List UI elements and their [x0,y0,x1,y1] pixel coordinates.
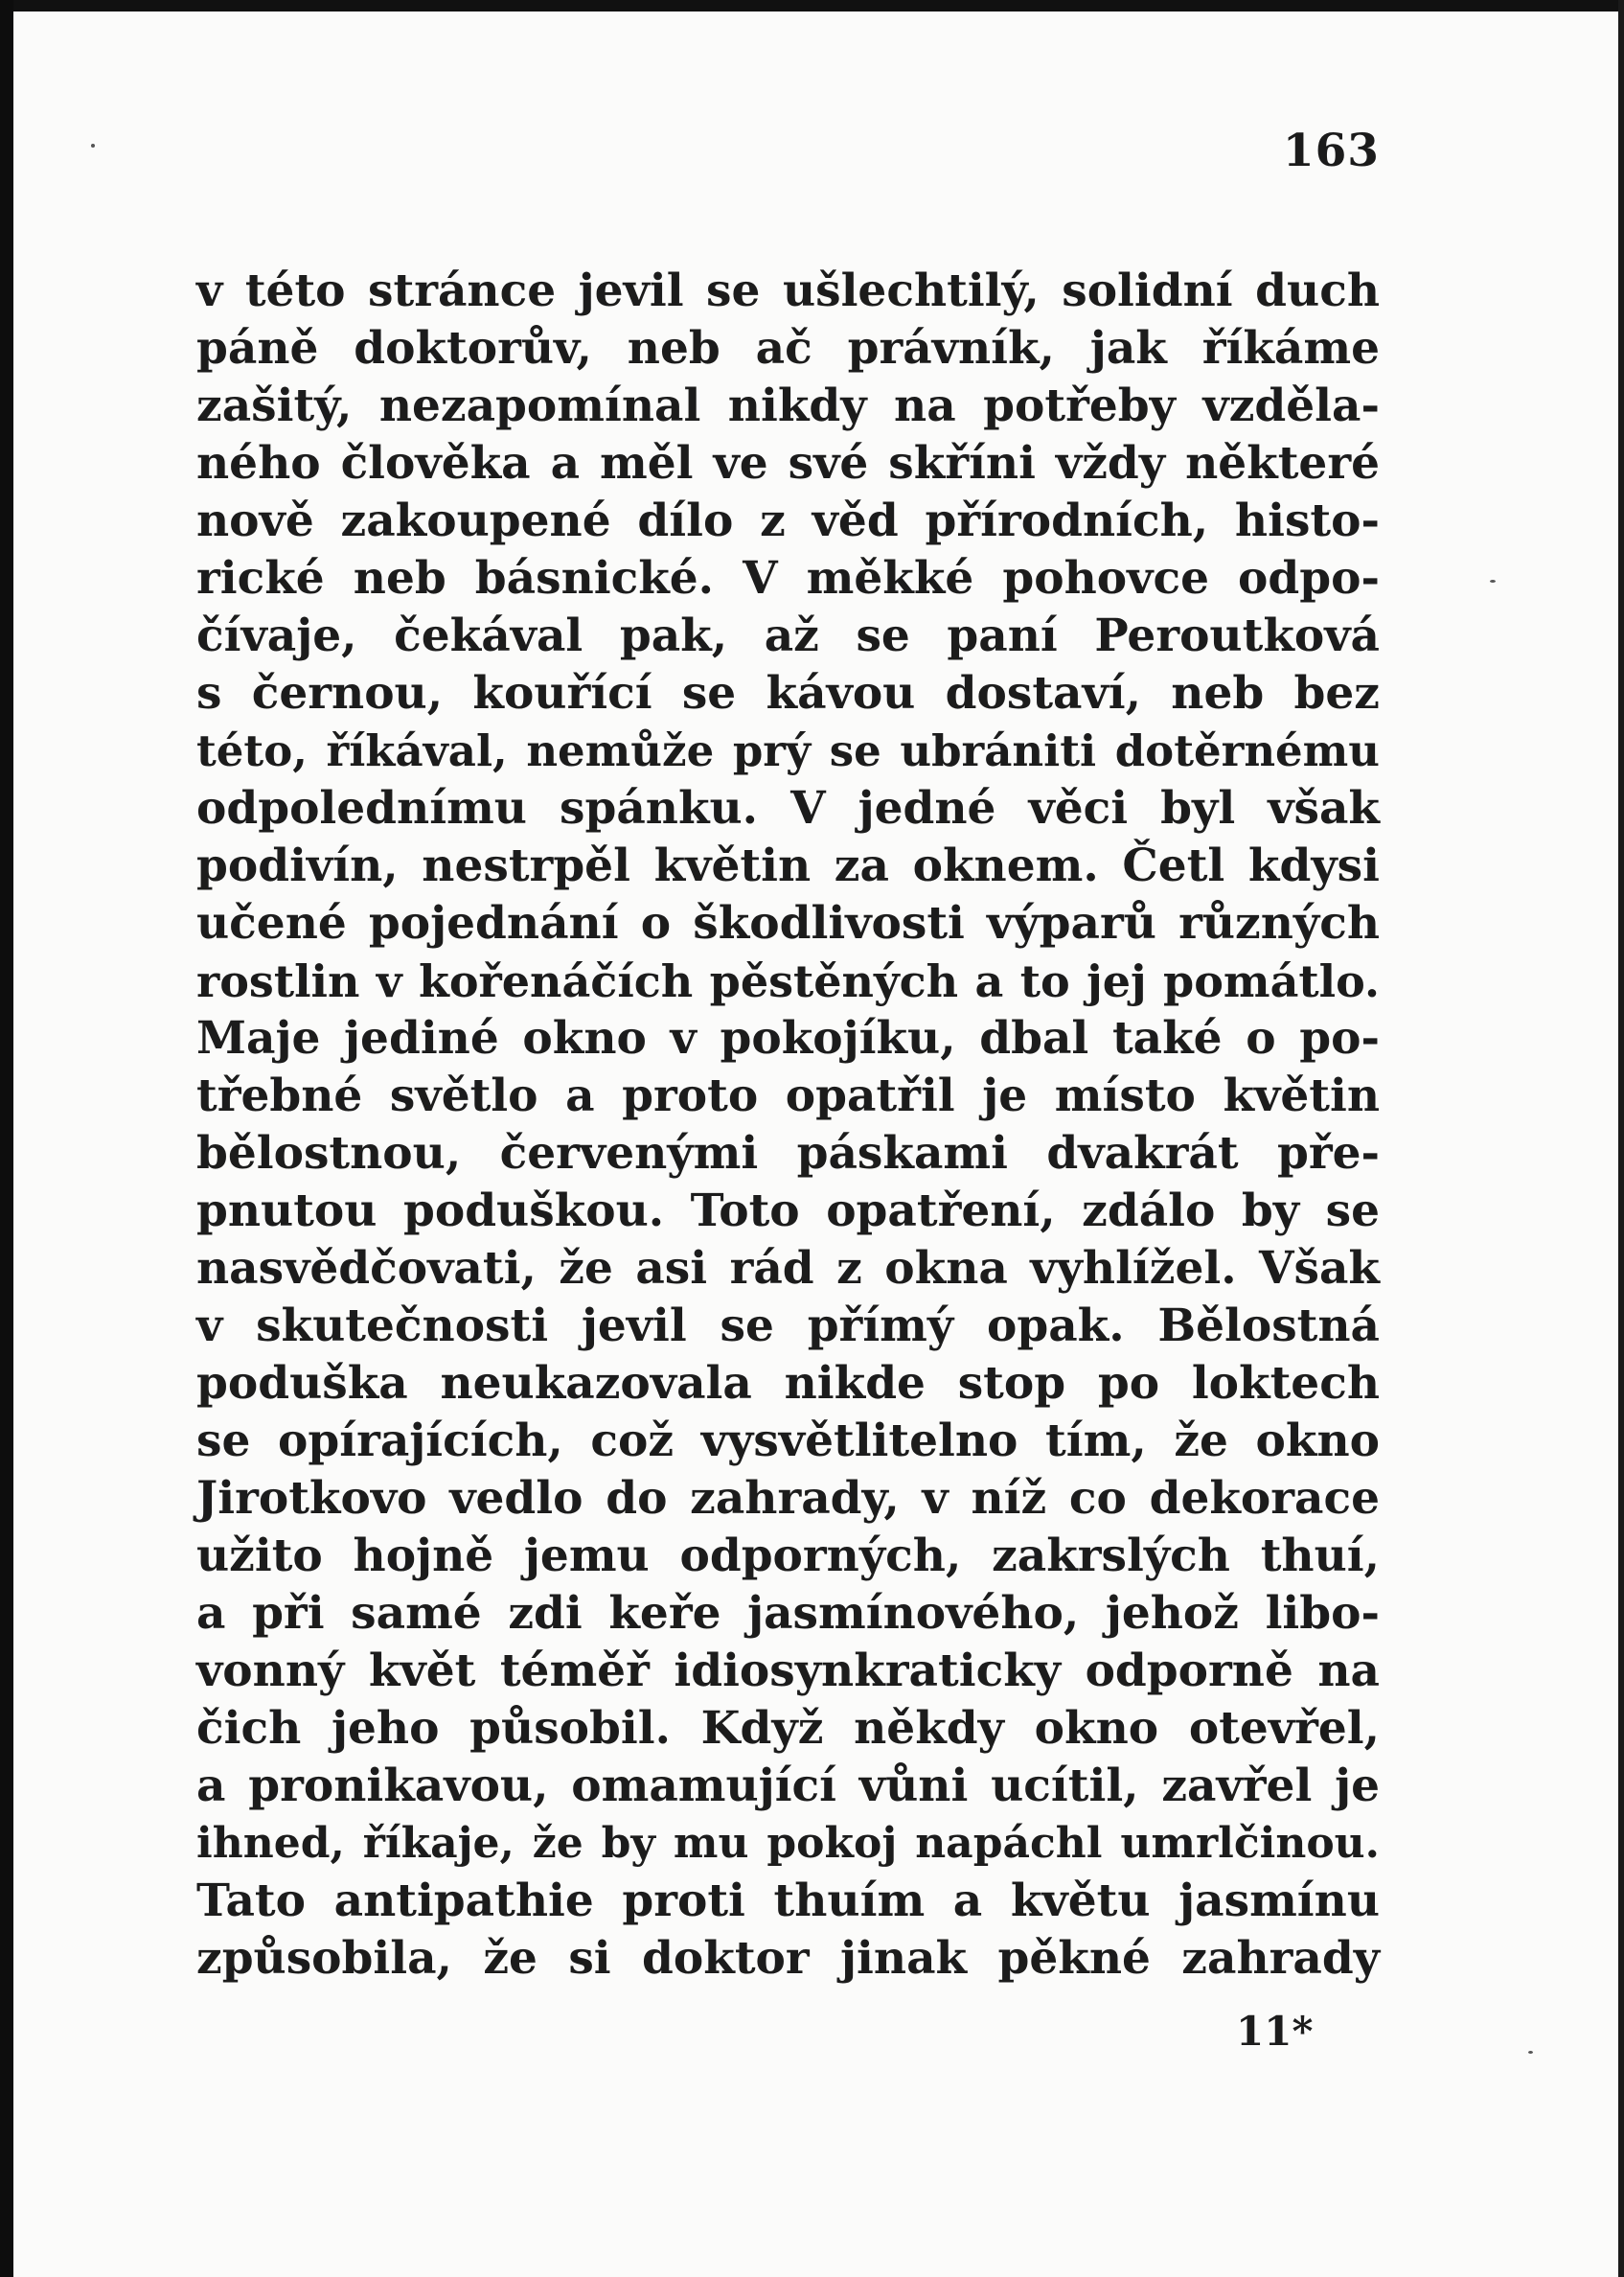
text-line: vonný květ téměř idiosynkraticky odporně na [196,1644,1380,1697]
signature-mark: 11* [1236,2008,1314,2055]
text-line: čívaje, čekával pak, až se paní Peroutková [196,610,1380,662]
text-line: pnutou poduškou. Toto opatření, zdálo by se [196,1184,1380,1237]
text-line: třebné světlo a proto opatřil je místo květin [196,1070,1380,1122]
text-line: Maje jediné okno v pokojíku, dbal také o po- [196,1012,1380,1065]
scan-speck [91,144,95,148]
text-line: této, říkával, nemůže prý se ubrániti dotěrnému [196,725,1380,776]
text-line: s černou, kouřící se kávou dostaví, neb bez [196,667,1380,720]
text-line: užito hojně jemu odporných, zakrslých thuí, [196,1530,1380,1582]
scan-border-right [1618,0,1624,2277]
text-line: Tato antipathie proti thuím a květu jasmínu [196,1874,1380,1927]
text-line: odpolednímu spánku. V jedné věci byl však [196,782,1380,835]
text-line: ného člověka a měl ve své skříni vždy některé [196,437,1380,490]
text-line: čich jeho působil. Když někdy okno otevřel, [196,1702,1380,1755]
text-line: se opírajících, což vysvětlitelno tím, že okno [196,1414,1380,1467]
text-line: rostlin v kořenáčích pěstěných a to jej pomátlo. [196,955,1380,1007]
scan-speck [1528,2051,1533,2054]
text-line: způsobila, že si doktor jinak pěkné zahrady [196,1932,1380,1985]
text-line: Jirotkovo vedlo do zahrady, v níž co dekorace [196,1472,1380,1525]
text-line: nově zakoupené dílo z věd přírodních, histo- [196,494,1380,547]
text-line: v této stránce jevil se ušlechtilý, solidní duch [196,264,1380,317]
scan-border-left [0,0,13,2277]
scan-border-top [0,0,1624,12]
text-line: zašitý, nezapomínal nikdy na potřeby vzděla- [196,380,1380,432]
text-line: podivín, nestrpěl květin za oknem. Četl kdysi [196,840,1380,892]
text-line: v skutečnosti jevil se přímý opak. Bělostná [196,1300,1380,1352]
text-line: nasvědčovati, že asi rád z okna vyhlížel. Však [196,1242,1380,1295]
text-line: páně doktorův, neb ač právník, jak říkáme [196,322,1380,375]
page-number: 163 [1282,125,1380,177]
text-line: bělostnou, červenými páskami dvakrát pře- [196,1127,1380,1180]
text-line: učené pojednání o škodlivosti výparů různých [196,897,1380,950]
body-text [196,263,1380,1988]
text-line: rické neb básnické. V měkké pohovce odpo- [196,552,1380,605]
text-line: a pronikavou, omamující vůni ucítil, zavřel je [196,1760,1380,1812]
text-line: a při samé zdi keře jasmínového, jehož libo- [196,1587,1380,1640]
text-line: ihned, říkaje, že by mu pokoj napáchl umrlčinou. [196,1819,1380,1868]
scan-speck [1490,580,1496,583]
text-line: poduška neukazovala nikde stop po loktech [196,1357,1380,1410]
